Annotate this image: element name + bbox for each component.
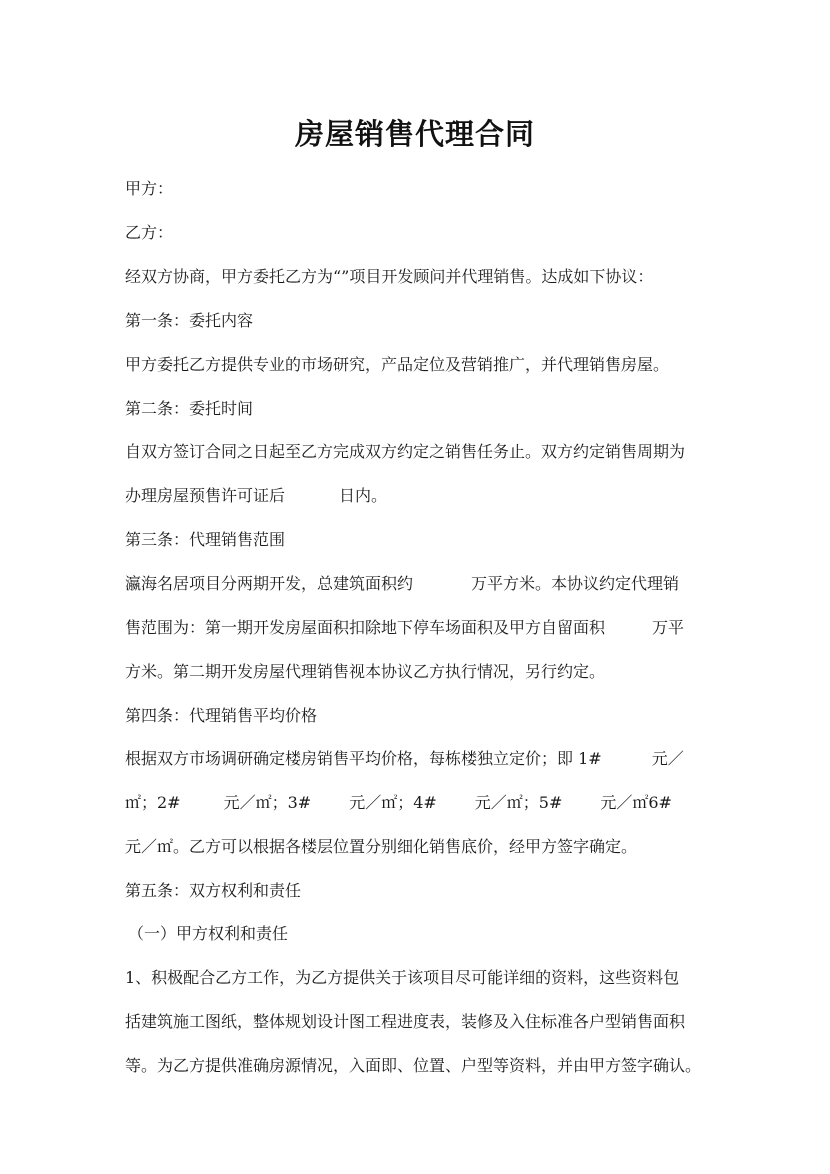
article-4-text-line-2 <box>125 792 672 814</box>
article-3-text-1a: 瀛海名居项目分两期开发，总建筑面积约 <box>125 574 414 593</box>
price-segment-2: ㎡；2# <box>125 793 181 812</box>
article-3-text-line-2 <box>125 617 684 639</box>
party-b-line: 乙方： <box>125 223 174 242</box>
article-5-item-1-line-3: 等。为乙方提供准确房源情况，入面即、位置、户型等资料，并由甲方签字确认。 <box>125 1056 702 1075</box>
article-4-text-line-1 <box>125 748 684 770</box>
article-5-heading: 第五条：双方权利和责任 <box>125 881 302 900</box>
article-5-subsection-1: （一）甲方权利和责任 <box>128 924 289 943</box>
article-3-text-2b: 万平 <box>652 618 685 637</box>
price-segment-4: 元／㎡；4# <box>349 793 437 812</box>
article-2-text-line-2 <box>125 485 387 507</box>
article-2-text-line-1: 自双方签订合同之日起至乙方完成双方约定之销售任务止。双方约定销售周期为 <box>125 442 686 461</box>
article-4-text-line-3: 元／㎡。乙方可以根据各楼层位置分别细化销售底价，经甲方签字确定。 <box>125 837 638 856</box>
article-4-heading: 第四条：代理销售平均价格 <box>125 706 318 725</box>
article-3-text-1b: 万平方米。本协议约定代理销 <box>471 574 680 593</box>
article-3-text-line-3: 方米。第二期开发房屋代理销售视本协议乙方执行情况，另行约定。 <box>125 662 606 681</box>
article-4-text-1b: 元／ <box>651 749 684 768</box>
price-segment-6: 元／㎡6# <box>600 793 672 812</box>
intro-paragraph: 经双方协商，甲方委托乙方为“”项目开发顾问并代理销售。达成如下协议： <box>125 267 654 286</box>
article-2-text-2b: 日内。 <box>339 486 388 505</box>
article-1-text: 甲方委托乙方提供专业的市场研究，产品定位及营销推广，并代理销售房屋。 <box>125 355 670 374</box>
article-2-text-2a: 办理房屋预售许可证后 <box>125 486 286 505</box>
article-4-text-1a: 根据双方市场调研确定楼房销售平均价格，每栋楼独立定价；即 1# <box>125 749 602 768</box>
article-3-text-line-1 <box>125 573 679 595</box>
document-title: 房屋销售代理合同 <box>294 117 535 151</box>
price-segment-5: 元／㎡；5# <box>474 793 563 812</box>
article-1-heading: 第一条：委托内容 <box>125 311 254 330</box>
party-a-line: 甲方： <box>125 179 174 198</box>
article-2-heading: 第二条：委托时间 <box>125 399 254 418</box>
article-3-heading: 第三条：代理销售范围 <box>125 530 286 549</box>
article-5-item-1-line-1: 1、积极配合乙方工作，为乙方提供关于该项目尽可能详细的资料，这些资料包 <box>125 968 680 987</box>
article-3-text-2a: 售范围为：第一期开发房屋面积扣除地下停车场面积及甲方自留面积 <box>125 618 606 637</box>
article-5-item-1-line-2: 括建筑施工图纸，整体规划设计图工程进度表，装修及入住标准各户型销售面积 <box>125 1012 686 1031</box>
price-segment-3: 元／㎡；3# <box>223 793 312 812</box>
